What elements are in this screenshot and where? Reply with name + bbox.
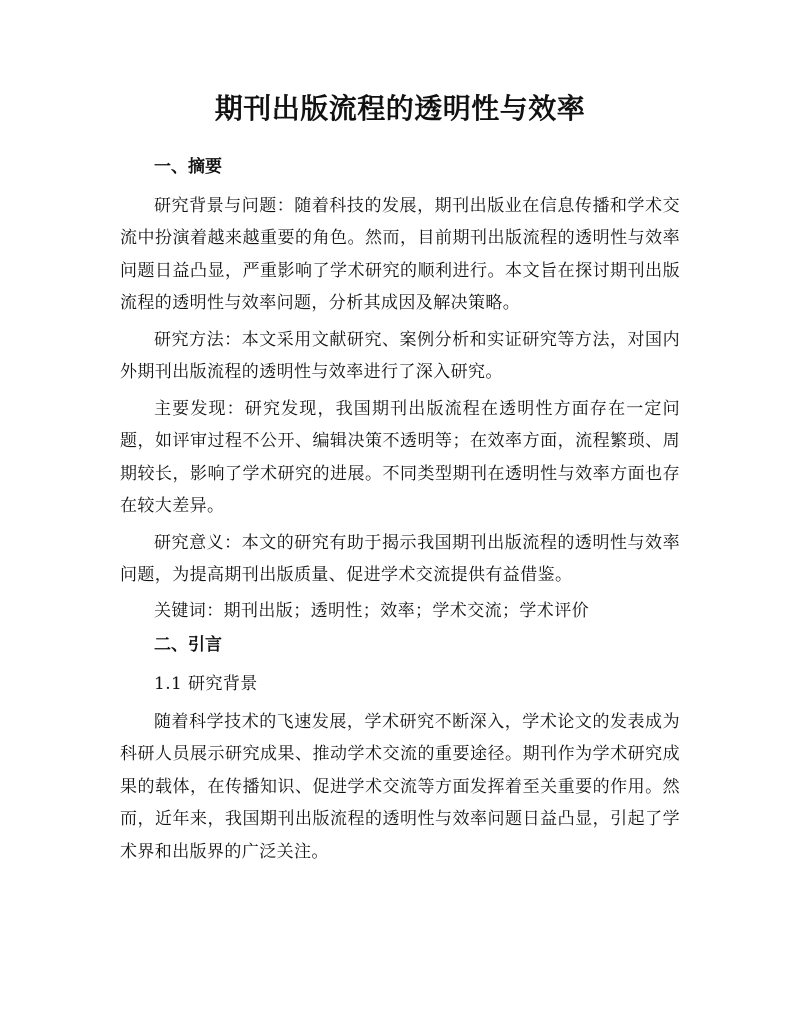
keywords-line: 关键词：期刊出版；透明性；效率；学术交流；学术评价: [154, 600, 589, 621]
research-background-subheading: 1.1 研究背景: [154, 673, 258, 694]
abstract-background-paragraph: 研究背景与问题：随着科技的发展，期刊出版业在信息传播和学术交流中扮演着越来越重要的角色。然而，目前期刊出版流程的透明性与效率问题日益凸显，严重影响了学术研究的顺利进行。本文旨在探讨期刊出版流程的透明性与效率问题，分析其成因及解决策略。: [120, 195, 680, 314]
abstract-findings-paragraph: 主要发现：研究发现，我国期刊出版流程在透明性方面存在一定问题，如评审过程不公开、编辑决策不透明等；在效率方面，流程繁琐、周期较长，影响了学术研究的进展。不同类型期刊在透明性与效率方面也存在较大差异。: [120, 398, 680, 517]
introduction-paragraph: 随着科学技术的飞速发展，学术研究不断深入，学术论文的发表成为科研人员展示研究成果、推动学术交流的重要途径。期刊作为学术研究成果的载体，在传播知识、促进学术交流等方面发挥着至关重要的作用。然而，近年来，我国期刊出版流程的透明性与效率问题日益凸显，引起了学术界和出版界的广泛关注。: [120, 711, 680, 862]
abstract-methods-paragraph: 研究方法：本文采用文献研究、案例分析和实证研究等方法，对国内外期刊出版流程的透明性与效率进行了深入研究。: [120, 329, 680, 383]
page-title: 期刊出版流程的透明性与效率: [214, 92, 586, 125]
abstract-heading: 一、摘要: [154, 156, 222, 177]
abstract-significance-paragraph: 研究意义：本文的研究有助于揭示我国期刊出版流程的透明性与效率问题，为提高期刊出版质量、促进学术交流提供有益借鉴。: [120, 532, 680, 586]
introduction-heading: 二、引言: [154, 634, 222, 655]
